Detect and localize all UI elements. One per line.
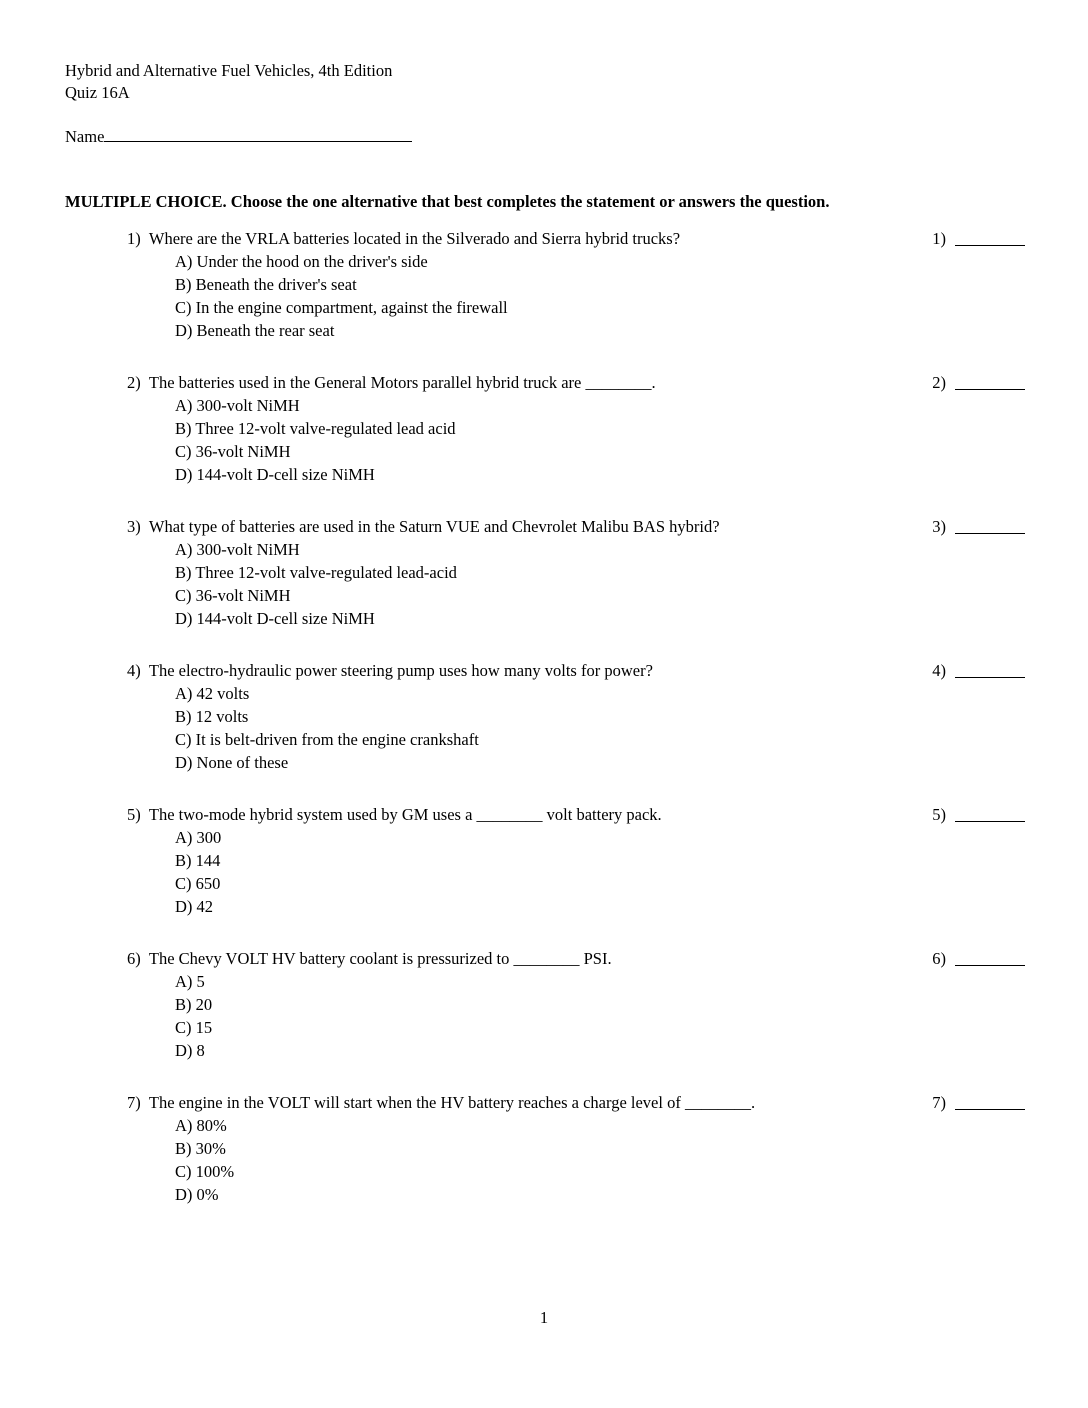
question-number: 3): [127, 517, 145, 536]
question-body: The Chevy VOLT HV battery coolant is pressurized to ________ PSI.: [148, 949, 612, 968]
question-body: The electro-hydraulic power steering pump uses how many volts for power?: [148, 661, 653, 680]
document-title: Hybrid and Alternative Fuel Vehicles, 4th Edition: [65, 61, 393, 80]
question-row: [65, 947, 1025, 970]
choice-option: A) 42 volts: [175, 684, 250, 703]
question-block: [65, 659, 1025, 774]
choice-list: [65, 682, 1025, 774]
answer-number: 6): [932, 949, 946, 968]
answer-slot: [913, 803, 1025, 826]
question-block: [65, 515, 1025, 630]
document-header: [65, 60, 1025, 104]
answer-blank-line: [955, 1097, 1025, 1110]
choice-option: A) 5: [175, 972, 205, 991]
question-block: [65, 947, 1025, 1062]
question-row: [65, 659, 1025, 682]
choice-option: D) 0%: [175, 1185, 219, 1204]
answer-blank-line: [955, 809, 1025, 822]
name-row: [65, 126, 1025, 146]
question-number: 7): [127, 1093, 145, 1112]
choice-option: C) 650: [175, 874, 221, 893]
question-text: [65, 803, 913, 826]
choice-option: C) 15: [175, 1018, 213, 1037]
page-number: 1: [539, 1308, 549, 1327]
choice-list: [65, 970, 1025, 1062]
question-text: [65, 947, 913, 970]
question-body: The engine in the VOLT will start when the HV battery reaches a charge level of ________.: [148, 1093, 756, 1112]
question-row: [65, 371, 1025, 394]
choice-option: B) 144: [175, 851, 221, 870]
question-number: 2): [127, 373, 145, 392]
choice-option: B) Beneath the driver's seat: [175, 275, 357, 294]
answer-slot: [913, 227, 1025, 250]
choice-option: A) 300: [175, 828, 222, 847]
answer-number: 3): [932, 517, 946, 536]
name-blank-line: [104, 126, 412, 142]
choice-option: A) 300-volt NiMH: [175, 396, 300, 415]
choice-option: D) 8: [175, 1041, 205, 1060]
question-body: What type of batteries are used in the Saturn VUE and Chevrolet Malibu BAS hybrid?: [148, 517, 720, 536]
choice-option: C) 36-volt NiMH: [175, 442, 291, 461]
choice-option: B) 12 volts: [175, 707, 249, 726]
document-subtitle: Quiz 16A: [65, 83, 130, 102]
question-row: [65, 1091, 1025, 1114]
question-block: [65, 371, 1025, 486]
name-label: Name: [65, 127, 105, 146]
choice-option: C) 36-volt NiMH: [175, 586, 291, 605]
answer-blank-line: [955, 377, 1025, 390]
choice-option: C) 100%: [175, 1162, 235, 1181]
answer-number: 2): [932, 373, 946, 392]
choice-option: B) Three 12-volt valve-regulated lead acid: [175, 419, 456, 438]
answer-number: 7): [932, 1093, 946, 1112]
question-text: [65, 659, 913, 682]
question-row: [65, 227, 1025, 250]
choice-option: D) 144-volt D-cell size NiMH: [175, 465, 375, 484]
question-number: 1): [127, 229, 145, 248]
question-number: 6): [127, 949, 145, 968]
question-list: [65, 227, 1025, 1206]
question-row: [65, 803, 1025, 826]
question-text: [65, 1091, 913, 1114]
answer-blank-line: [955, 521, 1025, 534]
choice-option: D) None of these: [175, 753, 289, 772]
answer-slot: [913, 515, 1025, 538]
answer-slot: [913, 1091, 1025, 1114]
question-row: [65, 515, 1025, 538]
choice-option: D) 42: [175, 897, 214, 916]
answer-number: 5): [932, 805, 946, 824]
answer-blank-line: [955, 953, 1025, 966]
choice-list: [65, 394, 1025, 486]
choice-option: D) Beneath the rear seat: [175, 321, 335, 340]
answer-blank-line: [955, 665, 1025, 678]
question-block: [65, 1091, 1025, 1206]
answer-slot: [913, 947, 1025, 970]
answer-blank-line: [955, 233, 1025, 246]
question-text: [65, 227, 913, 250]
choice-list: [65, 250, 1025, 342]
question-body: Where are the VRLA batteries located in the Silverado and Sierra hybrid trucks?: [148, 229, 681, 248]
choice-option: B) 20: [175, 995, 213, 1014]
section-heading: MULTIPLE CHOICE. Choose the one alternative that best completes the statement or answers the question.: [65, 192, 830, 211]
answer-number: 1): [932, 229, 946, 248]
choice-option: A) 300-volt NiMH: [175, 540, 300, 559]
question-number: 5): [127, 805, 145, 824]
question-number: 4): [127, 661, 145, 680]
choice-option: B) Three 12-volt valve-regulated lead-acid: [175, 563, 457, 582]
choice-option: B) 30%: [175, 1139, 226, 1158]
choice-option: D) 144-volt D-cell size NiMH: [175, 609, 375, 628]
choice-option: C) In the engine compartment, against the firewall: [175, 298, 508, 317]
question-text: [65, 371, 913, 394]
answer-slot: [913, 659, 1025, 682]
question-body: The two-mode hybrid system used by GM uses a ________ volt battery pack.: [148, 805, 662, 824]
choice-list: [65, 538, 1025, 630]
question-block: [65, 227, 1025, 342]
answer-number: 4): [932, 661, 946, 680]
choice-list: [65, 1114, 1025, 1206]
choice-option: A) 80%: [175, 1116, 227, 1135]
question-block: [65, 803, 1025, 918]
choice-option: A) Under the hood on the driver's side: [175, 252, 428, 271]
choice-list: [65, 826, 1025, 918]
choice-option: C) It is belt-driven from the engine crankshaft: [175, 730, 479, 749]
answer-slot: [913, 371, 1025, 394]
question-body: The batteries used in the General Motors parallel hybrid truck are ________.: [148, 373, 656, 392]
question-text: [65, 515, 913, 538]
